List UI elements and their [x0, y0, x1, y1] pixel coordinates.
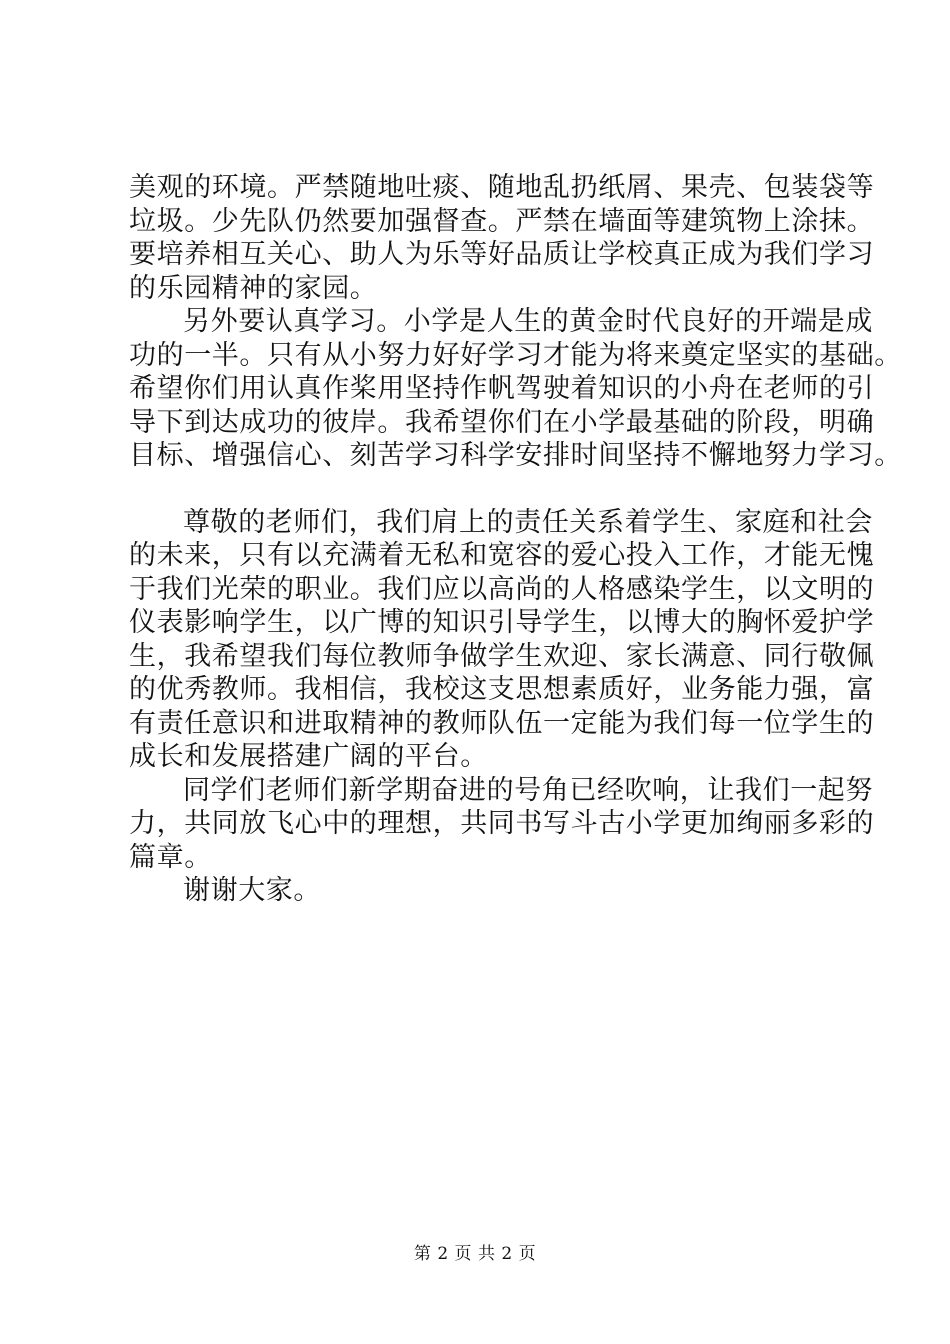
paragraph-study: [129, 305, 902, 473]
text-line: 目标、增强信心、刻苦学习科学安排时间坚持不懈地努力学习。: [129, 440, 902, 471]
text-line: 的优秀教师。我相信，我校这支思想素质好，业务能力强，富: [129, 674, 875, 705]
page-footer: [0, 1243, 950, 1265]
page-number-label: 第 2 页 共 2 页: [413, 1244, 537, 1264]
text-line: 仪表影响学生，以广博的知识引导学生，以博大的胸怀爱护学: [129, 607, 875, 638]
paragraph-closing: [129, 774, 875, 875]
text-line: 生，我希望我们每位教师争做学生欢迎、家长满意、同行敬佩: [129, 640, 875, 672]
text-line: 的未来，只有以充满着无私和宽容的爱心投入工作，才能无愧: [129, 540, 875, 571]
text-line: 于我们光荣的职业。我们应以高尚的人格感染学生，以文明的: [129, 573, 875, 605]
paragraph-thanks: [129, 874, 844, 908]
text-line: 成长和发展搭建广阔的平台。: [129, 741, 488, 772]
text-line: 导下到达成功的彼岸。我希望你们在小学最基础的阶段，明确: [129, 406, 875, 438]
text-line: 力，共同放飞心中的理想，共同书写斗古小学更加绚丽多彩的: [129, 808, 875, 839]
text-line: 另外要认真学习。小学是人生的黄金时代良好的开端是成: [183, 306, 873, 337]
document-body: [129, 171, 902, 908]
text-line: 要培养相互关心、助人为乐等好品质让学校真正成为我们学习: [129, 239, 875, 270]
paragraph-gap: [129, 473, 844, 506]
text-line: 美观的环境。严禁随地吐痰、随地乱扔纸屑、果壳、包装袋等: [129, 172, 875, 203]
paragraph-teachers: [129, 506, 875, 774]
paragraph-environment: [129, 171, 875, 305]
text-line: 尊敬的老师们，我们肩上的责任关系着学生、家庭和社会: [183, 506, 873, 538]
text-line: 希望你们用认真作桨用坚持作帆驾驶着知识的小舟在老师的引: [129, 373, 875, 404]
text-line: 同学们老师们新学期奋进的号角已经吹响，让我们一起努: [183, 774, 873, 806]
text-line: 有责任意识和进取精神的教师队伍一定能为我们每一位学生的: [129, 707, 875, 739]
text-line: 的乐园精神的家园。: [129, 272, 378, 304]
text-line: 谢谢大家。: [183, 875, 321, 906]
text-line: 篇章。: [129, 841, 212, 873]
text-line: 功的一半。只有从小努力好好学习才能为将来奠定坚实的基础。: [129, 339, 902, 371]
text-line: 垃圾。少先队仍然要加强督查。严禁在墙面等建筑物上涂抹。: [129, 205, 875, 237]
